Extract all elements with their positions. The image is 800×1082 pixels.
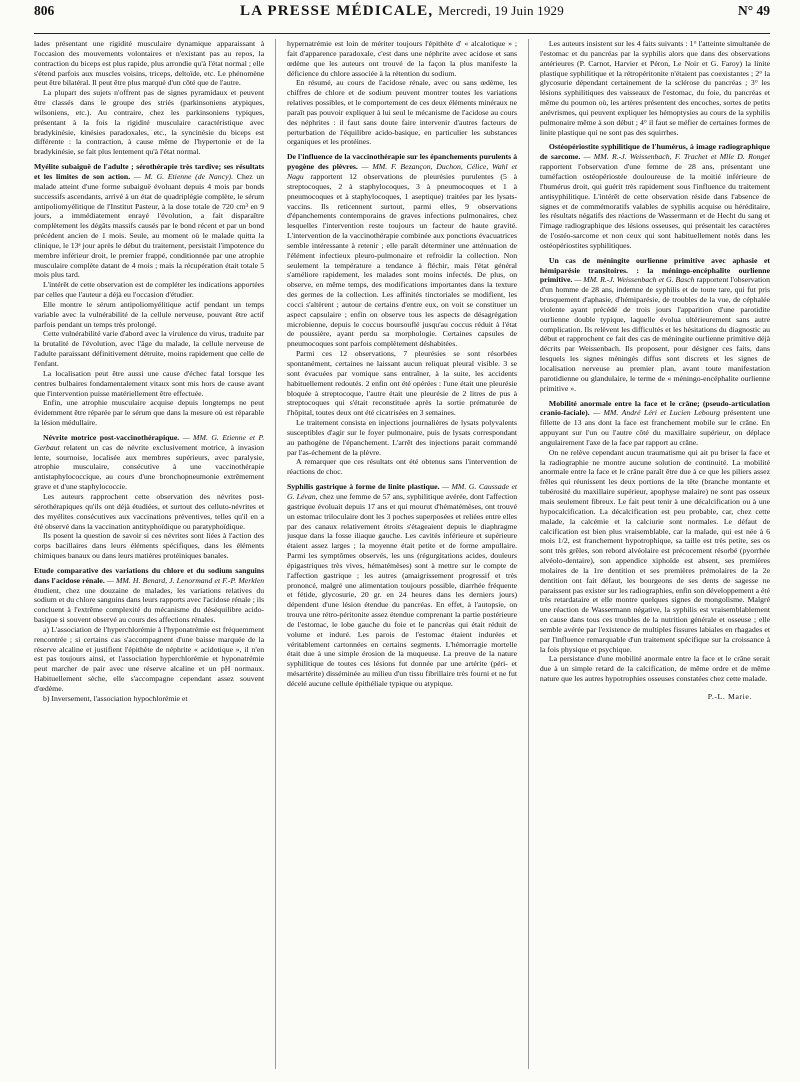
article-heading: Syphilis gastrique à forme de linite plastique.: [286, 482, 440, 492]
article-heading-paragraph: [287, 152, 517, 349]
paragraph: A remarquer que ces résultats ont été obtenus sans l'intervention de réactions de choc.: [286, 457, 518, 477]
article-authors: — MM. R.-J. Weissenbach et G. Basch: [574, 275, 695, 285]
paragraph-text: rapportent 12 observations de pleurésies purulentes (5 à streptocoques, 2 à staphylocoques, 3 à pneumocoques et 1 à pneumocoques et à staphylocoques, 1 aseptique) traitées par les lysats-vaccins. Ils reticennent surtout, parmi elles, 9 observations d'épanchements contemporains de graves infections pulmonaires, chez lesquelles l'intervention reste toujours un facteur de haute gravité. L'intervention de la vaccinothérapie combinée aux ponctions évacuatrices semble intéressante à retenir ; elle paraît déterminer une atténuation de l'élément infectieux pleuro-pulmonaire et refroidir la collection. Non seulement la température a tendance à fléchir, mais l'état général s'améliore rapidement, les malades sont moins infectés. De plus, on observe, en même temps, des modifications importantes dans la texture des germes de la collection. Les affinités tinctoriales se modifient, les cocci s'altèrent ; autour de certains d'entre eux, on voit se constituer un aspect capsulaire ; enfin on observe tous les aspects de désagrégation microbienne, depuis le coccus boursouflé jusqu'au coccus réduit à l'état de poussière, ayant perdu sa morphologie. Certaines capsules de pneumocoques sont parfois complètement déshabitées.: [286, 171, 518, 349]
paragraph: Les auteurs insistent sur les 4 faits suivants : 1° l'atteinte simultanée de l'estomac et du pancréas par la syphilis alors que dans des observations antérieures (P. Carnot, Harvier et Péron, Le Noir et G. Faroy) la linite plastique syphilitique et la rétropéritonite n'étaient pas coexistantes ; 2° la glycosurie dépendant certainement de la sclérose du pancréas ; 3° les lésions syphilitiques des vaisseaux de l'estomac, du foie, du pancréas et même du poumon où, les artères présentent des encoches, sortes de petits anévrismes, qui peuvent expliquer les hémoptysies au cours de la syphilis pulmonaire même à son début ; 4° il faut se méfier de certaines formes de linite plastique qui ne sont pas des squirrhes.: [539, 39, 771, 137]
paragraph-text: relatent un cas de névrite exclusivement motrice, à invasion lente, sournoise, localisée aux membres supérieurs, avec paralysie, atrophie musculaire, consécutive à une vaccinothérapie antistaphylococcique, au cours d'une bronchopneumonie extrêmement grave et d'une staphylococcie.: [34, 442, 265, 492]
paragraph-text: rapportent l'observation d'un homme de 28 ans, indemne de syphilis et de toute tare, qui fut pris brusquement d'aphasie, d'hémiparésie, de troubles de la vue, de céphalée violente ayant précédé de trois jours l'apparition d'une parotidite ourlienne double typique, laquelle évolua ultérieurement sans autre complication. Ils relèvent les difficultés et les hésitations du diagnostic au début et rapprochent ce fait des cas de méningite ourlienne primitive déjà décrits par Weissenbach. Ils proposent, pour désigner ces faits, dans lesquels les signes méningés diffus sont discrets et les signes de localisation nerveuse au premier plan, avant toute manifestation parotidienne ou glandulaire, le terme de « méningo-encéphalite ourlienne primitive ».: [539, 275, 771, 393]
paragraph: La localisation peut être aussi une cause d'échec fatal lorsque les centres bulbaires fondamentalement vitaux sont mis hors de cause avant que l'intervention puisse matériellement être effectuée.: [34, 368, 265, 398]
article-heading-paragraph: [540, 256, 770, 394]
column-middle: [287, 39, 517, 1069]
article-heading-paragraph: [540, 399, 770, 448]
column-divider: [275, 39, 276, 1069]
article-heading: Un cas de méningite ourlienne primitive avec aphasie et hémiparésie transitoires. : la méningo-encéphalite ourlienne primitive.: [539, 255, 771, 285]
paragraph-text: chez une femme de 57 ans, syphilitique avérée, dont l'affection gastrique évoluait depuis 17 ans et qui mourut d'hématémèses, ont trouvé un estomac triloculaire dont les 3 poches superposées et reliées entre elles par des canaux relativement étroits s'étageaient depuis le diaphragme jusque dans la fosse iliaque gauche. Les cavités inférieure et supérieure étaient assez larges ; la moyenne était petite et de forme ampullaire. Parmi les symptômes observés, les uns (régurgitations acides, douleurs épigastriques très vives, hématémèses) sont à mettre sur le compte de l'affection gastrique ; les autres (amaigrissement progressif et très prononcé, malgré une alimentation toujours possible, diarrhée fréquente et fétide, glycosurie, 20 gr. en 24 heures dans les derniers jours) dépendent d'une lésion étendue du pancréas. En effet, à l'autopsie, on trouva une rétro-péritonite assez étendue comprenant la partie postérieure de l'estomac, le lobe gauche du foie et le pancréas qui était réduit de volume et induré. Les parois de l'estomac étaient indurées et véritablement cartonnées en certains segments. L'hémorragie mortelle était due à une simple érosion de la muqueuse. La preuve de la nature syphilitique de toutes ces lésions fut donnée par une artérite (péri- et mésartérite) disséminée au milieu d'un tissu fibrillaire très fourni et ne fut décelé aucune cellule épithéliale typique ou atypique.: [286, 491, 518, 688]
paragraph: Elle montre le sérum antipoliomyélitique actif pendant un temps variable avec la vulnérabilité de la cellule nerveuse, pouvant être actif parfois pendant un temps très prolongé.: [34, 299, 265, 329]
running-header: [34, 0, 770, 34]
article-authors: — MM. F. Bezançon, Duchon, Célice, Wahl et Nagu: [286, 162, 518, 181]
article-heading: Mobilité anormale entre la face et le crâne; (pseudo-articulation cranio-faciale).: [539, 398, 771, 418]
article-heading-paragraph: [540, 142, 770, 250]
issue-number: N° 49: [737, 3, 770, 18]
article-authors: — MM. G. Caussade et G. Lévan,: [286, 482, 518, 501]
paragraph: b) Inversement, l'association hypochlorémie et: [43, 693, 188, 703]
journal-title-line: [240, 3, 564, 20]
article-heading-paragraph: [34, 433, 264, 492]
article-heading: Ostéopériostite syphilitique de l'humérus, à image radiographique de sarcome.: [539, 142, 771, 162]
article-authors: — MM. H. Benard, J. Lenormand et F.-P. Merklen: [106, 575, 265, 585]
paragraph: Parmi ces 12 observations, 7 pleurésies se sont résorbées spontanément, certaines ne laissant aucun reliquat pleural visible. 3 se sont évacuées par vomique sans entraîner, à la suite, les accidents habituellement redoutés. 2 enfin ont été opérées : l'une était une pleurésie bloquée à streptocoque, l'autre était une pleurésie de 2 litres de pus à streptocoques qui s'était reconstituée après la sortie prématurée de l'hôpital, toutes deux ont été cicatrisées en 3 semaines.: [286, 349, 518, 418]
paragraph: La plupart des sujets n'offrent pas de signes pyramidaux et peuvent être classés dans le groupe des striés (parkinsoniens atypiques, wilsoniens, etc.). Au contraire, chez les parkinsoniens typiques, présentant à la fois la rigidité musculaire caractéristique avec bradykinésie, kinésies paradoxales, etc., la syncinésie du biceps est différente : la contraction, à cause même de l'hypertonie et de la bradykinésie, se fait plus lentement qu'à l'état normal.: [34, 88, 265, 157]
article-heading: De l'influence de la vaccinothérapie sur les épanchements purulents à pyogène des plèvres.: [286, 152, 518, 172]
column-divider: [528, 39, 529, 1069]
paragraph: lades présentant une rigidité musculaire dynamique apparaissant à l'occasion des mouvements volontaires et n'existant pas au repos, la contraction du biceps est plus rapide, plus arrondie qu'à l'état normal ; elle s'étend parfois aux muscles voisins, triceps, deltoïde, etc. Le phénomène peut être bilatéral. Il peut être plus marqué d'un côté que de l'autre.: [34, 39, 265, 88]
journal-name: LA PRESSE MÉDICALE,: [240, 3, 434, 19]
article-authors: — MM. G. Etienne et P. Gerbaut: [34, 432, 265, 452]
paragraph: En résumé, au cours de l'acidose rénale, avec ou sans œdème, les chiffres de chlore et de sodium peuvent montrer toutes les variations relatives possibles, et le comportement de ces deux éléments minéraux ne paraît pas pouvoir expliquer à lui seul le mécanisme de l'acidose au cours des néphrites : il faut sans doute faire intervenir d'autres facteurs de perturbation de l'équilibre acido-basique, en particulier les substances organiques et les protéines.: [286, 78, 518, 147]
paragraph: hypernatrémie est loin de mériter toujours l'épithète d' « alcalotique » ; fait d'apparence paradoxale, c'est dans une néphrite avec acidose et sans œdème que les auteurs ont trouvé de la façon la plus manifeste la déficience du chlore associée à la rétention du sodium.: [286, 39, 518, 78]
paragraph: On ne relève cependant aucun traumatisme qui ait pu briser la face et la radiographie ne montre aucune solution de continuité. La mobilité anormale entre la face et le crâne paraît être due à ce que les piliers assez frêles qui réunissent les deux portions de la tête (branche montante et tubérosité du maxillaire supérieur, apophyse malaire) ne sont pas osseux mais seulement fibreux. Le fait peut tenir à une décalcification ou à une hypocalcification. La décalcification est peu probable, car, chez cette malade, la calcémie et la calciurie sont normales. Le défaut de calcification est bien plus vraisemblable, car la malade, qui est née à 6 mois 1/2, est franchement hypotrophique, sa taille est très petite, ses os sont très grêles, son rebord alvéolaire est précocement résorbé (pyorrhée alvéolo-dentaire), son appendice xiphoïde est absent, ses premières molaires de la 1re dentition et ses premières prémolaires de la 2e dentition ont fait défaut, les bourgeons de ses dents de sagesse ne paraissent pas exister sur les radiographies, enfin son développement a été très retardataire et elle montre quelques signes de mongolisme. Malgré une réaction de Wassermann négative, la syphilis est vraisemblablement en cause dans tous ces troubles de la nutrition générale et osseuse ; elle semble avérée par l'existence de multiples fissures labiales en rhagades et par l'influence remarquable d'un traitement spécifique sur la croissance à la fois physique et psychique.: [539, 447, 771, 654]
article-heading: Myélite subaiguë de l'adulte ; sérothérapie très tardive; ses résultats et les limites de son action.: [34, 162, 265, 181]
paragraph-text: Chez un malade atteint d'une forme subaiguë évoluant depuis 4 mois par bonds successifs ascendants, arrivé à un état de quadriplégie complète, le sérum antipoliomyélitique de l'Institut Pasteur, à la dose totale de 720 cm³ en 9 jours, a immédiatement enrayé l'évolution, a fait disparaître complètement les dégâts massifs causés par le bond récent et par un bond précédent ancien de 1 mois. Seule, au moment où le malade quitta la clinique, le 13ᵉ jour après le début du traitement, persistait l'impotence du membre inférieur droit, le premier frappé, conditionnée par une atrophie musculaire complète datant de 4 mois ; mais la récupération était totale 5 mois plus tard.: [34, 171, 265, 280]
column-right: [540, 39, 770, 1069]
article-heading: Etude comparative des variations du chlore et du sodium sanguins dans l'acidose rénale.: [34, 565, 265, 585]
paragraph: Ils posent la question de savoir si ces névrites sont liées à l'action des corps bacillaires dans leurs éléments spécifiques, dans les éléments chimiques banaux ou dans leurs matières protéiniques banales.: [34, 531, 265, 561]
article-authors: — M. G. Etienne (de Nancy).: [133, 171, 234, 181]
paragraph-text: rapportent l'observation d'une femme de 28 ans, présentant une tuméfaction ostéopériostée douloureuse de la moitié inférieure de l'humérus droit, qui guérit très rapidement sous l'influence du traitement antisyphilitique. L'intérêt de cette observation réside dans l'absence de signes et de commémoratifs valables de syphilis acquise ou héréditaire, les résultats négatifs des réactions de Wassermann et de Hecht du sang et l'image radiographique des lésions osseuses, qui présentait les caractères de l'ostéo-sarcome et non ceux qui sont habituellement notés dans les ostéopériostites syphilitiques.: [539, 162, 771, 250]
paragraph: La persistance d'une mobilité anormale entre la face et le crâne serait due à un simple retard de la calcification, de même ordre et de même nature que les autres hypotrophies osseuses constatées chez cette malade.: [539, 654, 771, 684]
paragraph: Cette vulnérabilité varie d'abord avec la virulence du virus, traduite par la brutalité de l'évolution, avec l'âge du malade, la cellule nerveuse de l'adulte paraissant définitivement détruite, moins rapidement que celle de l'enfant.: [34, 329, 265, 368]
column-left: [34, 39, 264, 1069]
paragraph: Le traitement consista en injections journalières de lysats polyvalents susceptibles d'agir sur le foyer pulmonaire, puis de lysats correspondant au pathogène de l'épanchement. L'arrêt des injections parait commandé par l'as-échement de la plèvre.: [286, 418, 518, 457]
paragraph: Les auteurs rapprochent cette observation des névrites post-sérothérapiques qu'ils ont déjà étudiées, et surtout des celluto-névrites et des myélites consécutives aux vaccinations préventives, telles qu'il en a été observé dans la vaccination antityphoïdique ou paratyphoïdique.: [34, 491, 265, 531]
article-authors: — MM. André Léri et Lucien Lebourg: [593, 408, 721, 418]
paragraph: L'intérêt de cette observation est de compléter les indications apportées par celles que l'auteur a déjà eu l'occasion d'étudier.: [34, 280, 265, 300]
author-signature: P.-L. Marie.: [707, 692, 753, 701]
article-authors: — MM. R.-J. Weissenbach, F. Trachet et Mlle D. Ronget: [583, 152, 771, 162]
article-heading-paragraph: [287, 482, 517, 689]
article-heading-paragraph: [34, 162, 264, 280]
article-heading: Névrite motrice post-vaccinothérapique.: [43, 432, 180, 442]
paragraph-text: étudient, chez une douzaine de malades, les variations relatives du sodium et du chlore sanguins dans leurs rapports avec l'acidose rénale ; ils concluent à l'extrême complexité du mécanisme du déséquilibre acido-basique si souvent observé au cours des affections rénales.: [34, 585, 265, 625]
paragraph: a) L'association de l'hyperchlorémie à l'hyponatrémie est fréquemment rencontrée ; si certains cas s'accompagnent d'une baisse marquée de la réserve alcaline et justifient l'épithète de néphrite « acidotique », il n'en est pas toujours ainsi, et l'association hyperchlorémie et hyponatrémie peut marcher de pair avec une réserve alcaline et un pH normaux. Habituellement sèche, elle s'accompagne cependant assez souvent d'œdème.: [34, 624, 265, 693]
page-number: 806: [34, 3, 55, 18]
text-columns: [34, 39, 770, 1069]
issue-date: Mercredi, 19 Juin 1929: [438, 3, 564, 18]
paragraph-text: présentent une fillette de 13 ans dont la face est franchement mobile sur le crâne. En appuyant sur l'un ou l'autre côté du maxillaire supérieur, on déplace angulairement l'axe de la face par rapport au crâne.: [539, 408, 771, 447]
paragraph: Enfin, une atrophie musculaire acquise depuis longtemps ne peut évidemment être réparée par le sérum que dans la mesure où est réparable la lésion médullaire.: [34, 398, 265, 428]
article-heading-paragraph: [34, 566, 264, 625]
